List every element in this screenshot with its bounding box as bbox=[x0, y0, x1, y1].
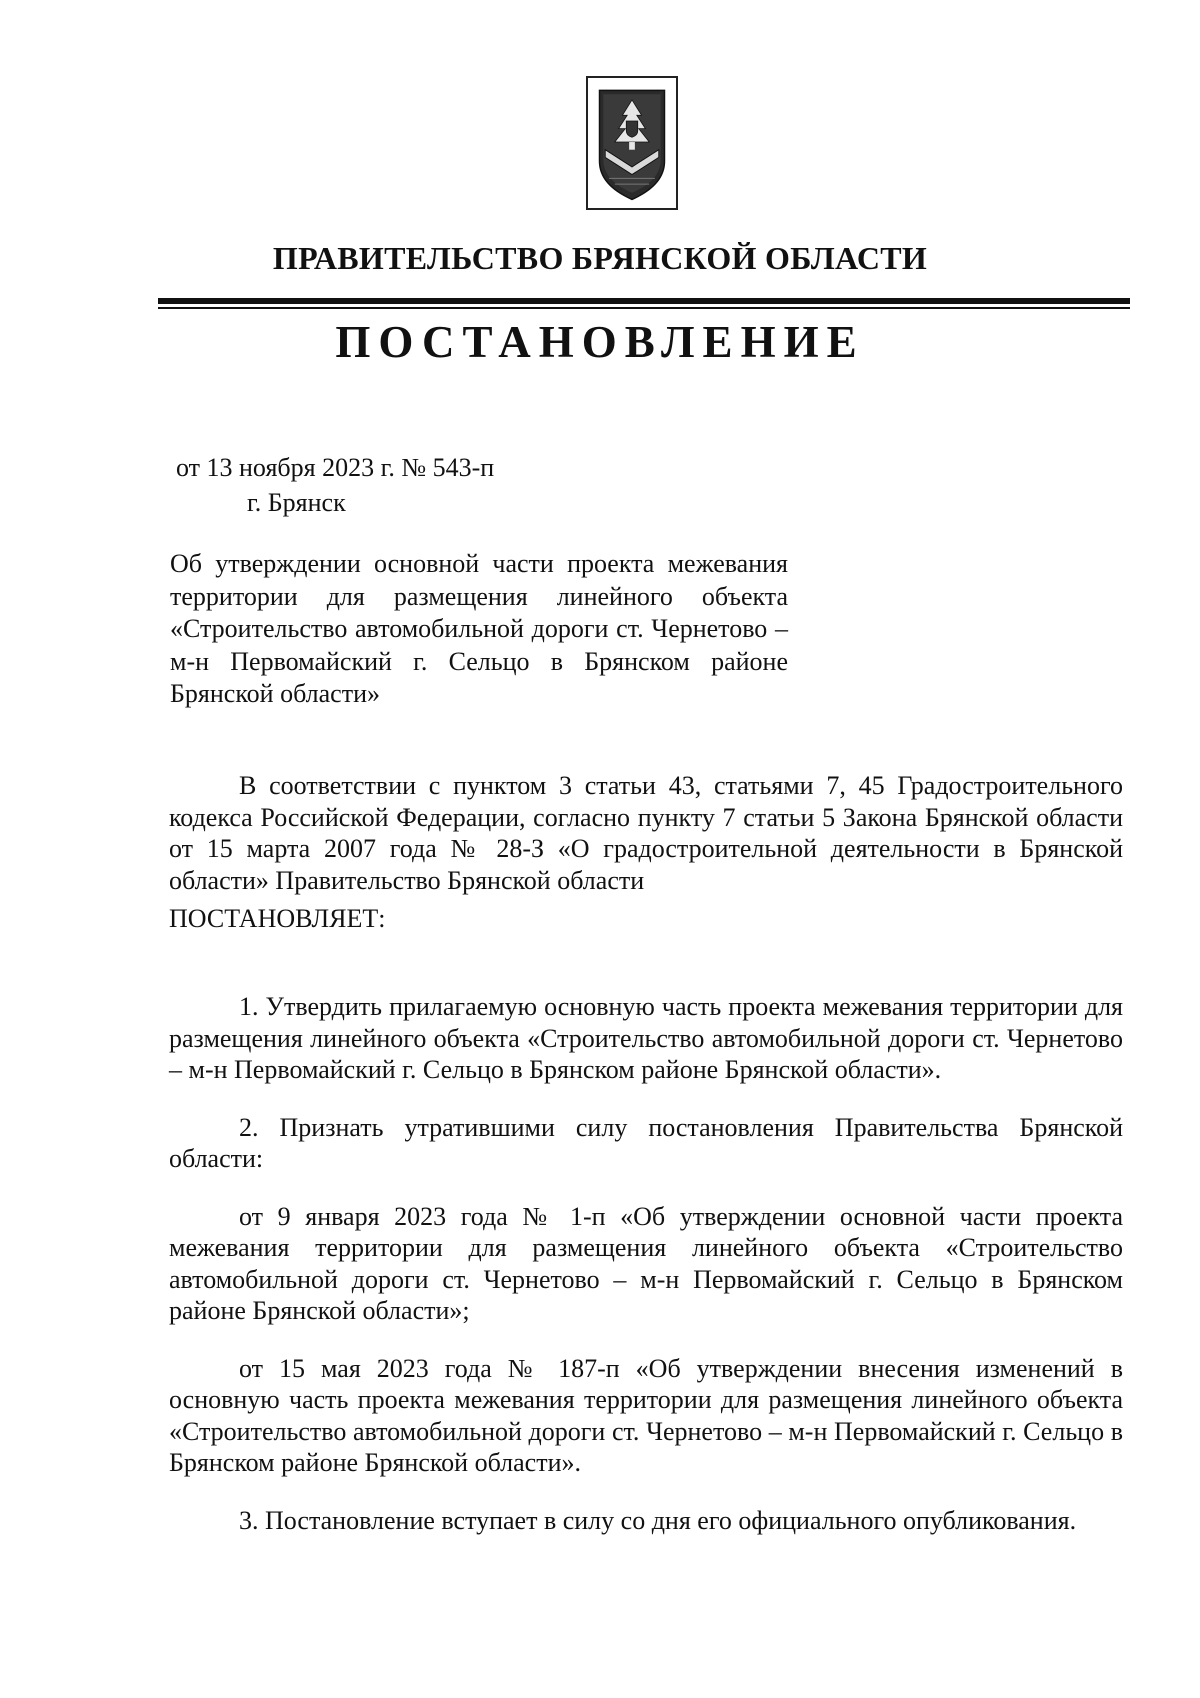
header-rule-thin bbox=[158, 307, 1130, 309]
document-subject: Об утверждении основной части проекта межевания территории для размещения линейного объекта «Строительство автомобильной дороги ст. Чернетово – м-н Первомайский г. Сельцо в Брянском районе Брянской области» bbox=[170, 549, 788, 708]
bryansk-coat-of-arms-icon bbox=[588, 78, 676, 208]
header-rule-thick bbox=[158, 298, 1130, 304]
clause-2-item-2: от 15 мая 2023 года № 187-п «Об утверждении внесения изменений в основную часть проекта межевания территории для размещения линейного объекта «Строительство автомобильной дороги ст. Чернетово – м-н Первомайский г. Сельцо в Брянском районе Брянской области». bbox=[169, 1353, 1123, 1477]
document-city: г. Брянск bbox=[247, 488, 346, 517]
issuing-authority: ПРАВИТЕЛЬСТВО БРЯНСКОЙ ОБЛАСТИ bbox=[272, 240, 928, 276]
clauses-section bbox=[169, 965, 1123, 1562]
clause-3: 3. Постановление вступает в силу со дня его официального опубликования. bbox=[239, 1505, 1077, 1535]
coat-of-arms-emblem bbox=[586, 76, 678, 210]
clause-1: 1. Утвердить прилагаемую основную часть проекта межевания территории для размещения линейного объекта «Строительство автомобильной дороги ст. Чернетово – м-н Первомайский г. Сельцо в Брянском районе Брянской области». bbox=[169, 992, 1123, 1084]
ruling-word: ПОСТАНОВЛЯЕТ: bbox=[169, 904, 386, 933]
preamble-paragraph: В соответствии с пунктом 3 статьи 43, статьями 7, 45 Градостроительного кодекса Российской Федерации, согласно пункту 7 статьи 5 Закона Брянской области от 15 марта 2007 года № 28-З «О градостроительной деятельности в Брянской области» Правительство Брянской области bbox=[169, 771, 1123, 895]
document-date-number: от 13 ноября 2023 г. № 543-п bbox=[176, 453, 495, 482]
document-type-title: ПОСТАНОВЛЕНИЕ bbox=[335, 317, 865, 367]
clause-2-item-1: от 9 января 2023 года № 1-п «Об утверждении основной части проекта межевания территории для размещения линейного объекта «Строительство автомобильной дороги ст. Чернетово – м-н Первомайский г. Сельцо в Брянском районе Брянской области»; bbox=[169, 1201, 1123, 1325]
clause-2: 2. Признать утратившими силу постановления Правительства Брянской области: bbox=[169, 1112, 1123, 1173]
